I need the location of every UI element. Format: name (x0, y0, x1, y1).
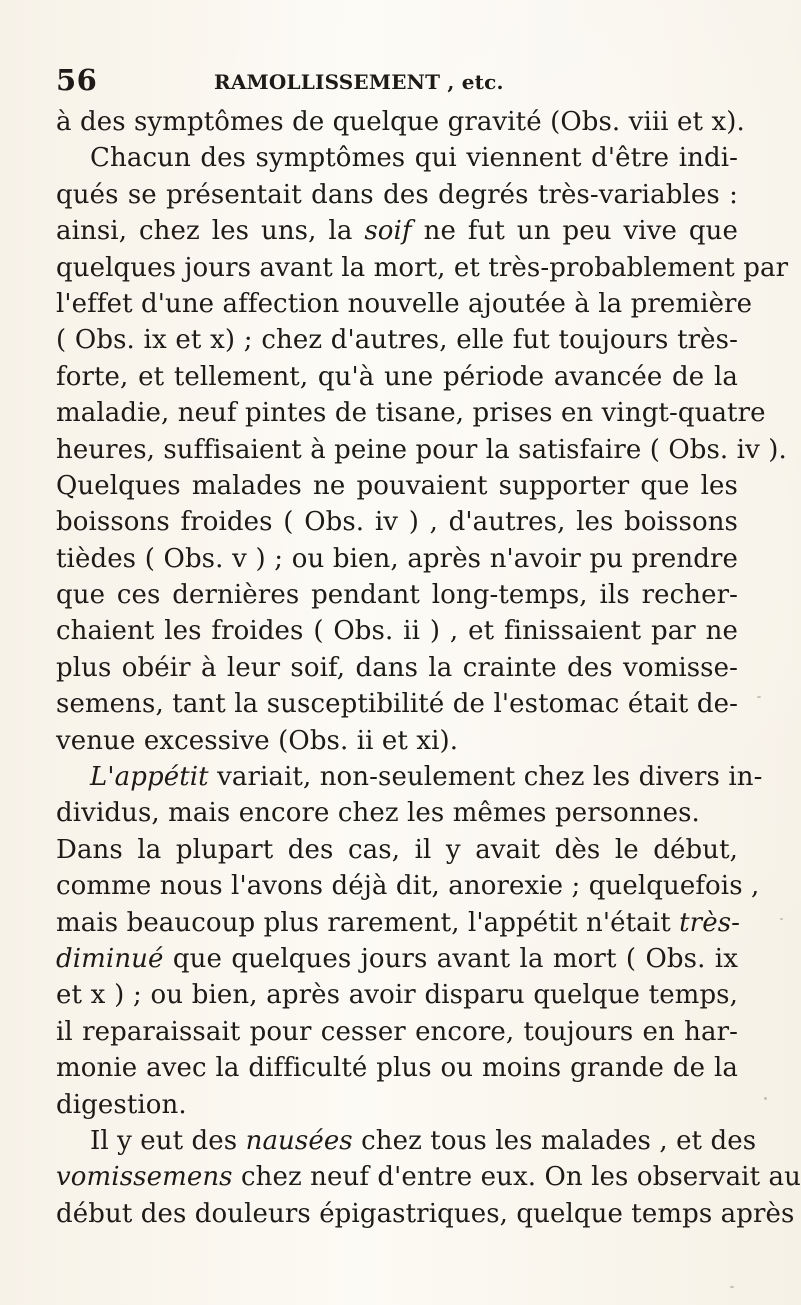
text-line: mais beaucoup plus rarement, l'appétit n'était très- (56, 907, 741, 938)
text-line: maladie, neuf pintes de tisane, prises en vingt-quatre (56, 398, 766, 429)
italic-term: vomissemens (56, 1162, 233, 1193)
text-line: ( Obs. ix et x) ; chez d'autres, elle fut toujours très- (56, 325, 738, 356)
body-text (56, 104, 801, 1232)
text-line: heures, suffisaient à peine pour la satisfaire ( Obs. iv ). (56, 434, 787, 465)
text-line: Dans la plupart des cas, il y avait dès le début, (56, 834, 738, 865)
text-line: comme nous l'avons déjà dit, anorexie ; quelquefois , (56, 871, 760, 902)
text-line: semens, tant la susceptibilité de l'estomac était de- (56, 689, 738, 720)
text-line: venue excessive (Obs. ii et xi). (56, 725, 459, 756)
text-line: Il y eut des nausées chez tous les malades , et des (90, 1125, 757, 1156)
text-line: quelques jours avant la mort, et très-probablement par (56, 252, 789, 283)
text-line: L'appétit variait, non-seulement chez les divers in- (90, 762, 763, 793)
text-line: début des douleurs épigastriques, quelque temps après (56, 1198, 795, 1229)
italic-term: très- (679, 907, 741, 938)
italic-term: soif (364, 216, 412, 247)
text-line: ainsi, chez les uns, la soif ne fut un peu vive que (56, 216, 738, 247)
page-number: 56 (56, 63, 98, 97)
text-line: monie avec la difficulté plus ou moins grande de la (56, 1053, 738, 1084)
text-line: plus obéir à leur soif, dans la crainte des vomisse- (56, 652, 738, 683)
text-line: Quelques malades ne pouvaient supporter que les (56, 470, 738, 501)
ink-speck (764, 1097, 767, 1100)
text-line: digestion. (56, 1089, 187, 1120)
italic-term: diminué (56, 943, 164, 974)
page-header (56, 62, 736, 102)
text-line: l'effet d'une affection nouvelle ajoutée à la première (56, 288, 753, 319)
text-line: forte, et tellement, qu'à une période avancée de la (56, 361, 738, 392)
text-line: il reparaissait pour cesser encore, toujours en har- (56, 1016, 738, 1047)
text-line: diminué que quelques jours avant la mort ( Obs. ix (56, 943, 738, 974)
ink-speck (780, 918, 783, 920)
ink-speck (757, 696, 761, 698)
text-line: vomissemens chez neuf d'entre eux. On les observait au (56, 1162, 801, 1193)
text-line: qués se présentait dans des degrés très-variables : (56, 179, 738, 210)
text-line: chaient les froides ( Obs. ii ) , et finissaient par ne (56, 616, 738, 647)
text-line: que ces dernières pendant long-temps, ils recher- (56, 580, 738, 611)
italic-term: L'appétit (90, 762, 209, 793)
text-line: et x ) ; ou bien, après avoir disparu quelque temps, (56, 980, 738, 1011)
text-line: tièdes ( Obs. v ) ; ou bien, après n'avoir pu prendre (56, 543, 738, 574)
text-line: dividus, mais encore chez les mêmes personnes. (56, 798, 700, 829)
text-line: boissons froides ( Obs. iv ) , d'autres, les boissons (56, 507, 738, 538)
text-line: à des symptômes de quelque gravité (Obs. viii et x). (56, 107, 745, 137)
running-head: RAMOLLISSEMENT , etc. (214, 70, 504, 94)
text-line: Chacun des symptômes qui viennent d'être indi- (90, 143, 738, 174)
italic-term: nausées (245, 1125, 353, 1156)
ink-speck (730, 1286, 734, 1288)
